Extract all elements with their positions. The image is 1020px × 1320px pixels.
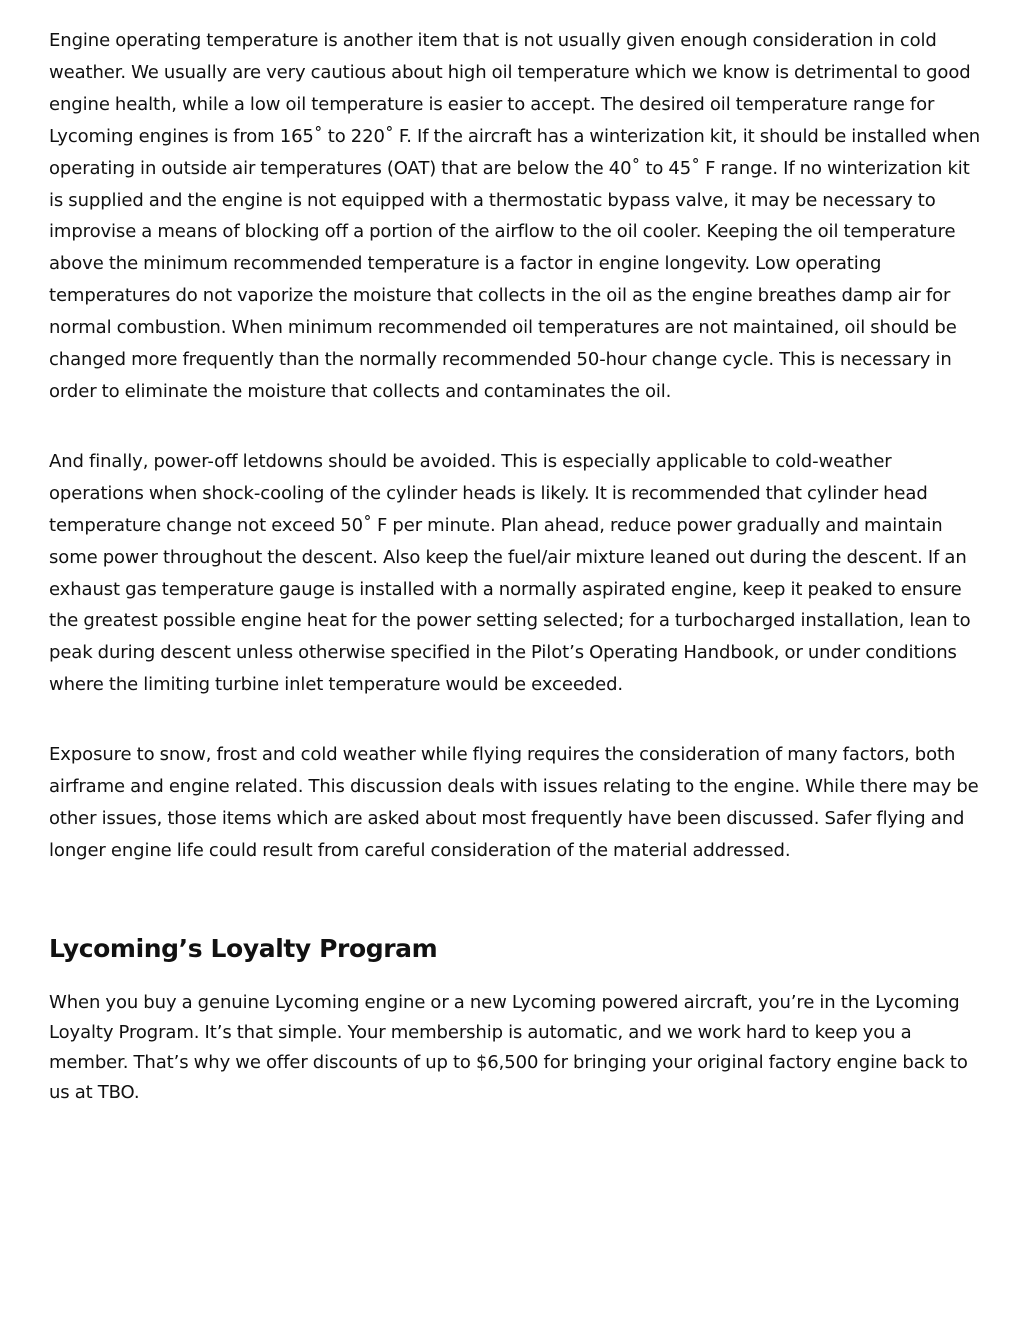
body-paragraph-conclusion: Exposure to snow, frost and cold weather while flying requires the consideration of many factors, both airframe and engine related. This discussion deals with issues relating to the engine. While there may be other issues, those items which are asked about most frequently have been discussed. Safer flying and longer engine life could result from careful consideration of the material addressed. — [49, 744, 979, 861]
section-heading-loyalty-program: Lycoming’s Loyalty Program — [49, 933, 438, 963]
body-paragraph-oil-temperature: Engine operating temperature is another item that is not usually given enough consideration in cold weather. We usually are very cautious about high oil temperature which we know is detrimental to good engine health, while a low oil temperature is easier to accept. The desired oil temperature range for Lycoming engines is from 165˚ to 220˚ F. If the aircraft has a winterization kit, it should be installed when operating in outside air temperatures (OAT) that are below the 40˚ to 45˚ F range. If no winterization kit is supplied and the engine is not equipped with a thermostatic bypass valve, it may be necessary to improvise a means of blocking off a portion of the airflow to the oil cooler. Keeping the oil temperature above the minimum recommended temperature is a factor in engine longevity. Low operating temperatures do not vaporize the moisture that collects in the oil as the engine breathes damp air for normal combustion. When minimum recommended oil temperatures are not maintained, oil should be changed more frequently than the normally recommended 50-hour change cycle. This is necessary in order to eliminate the moisture that collects and contaminates the oil. — [49, 30, 981, 402]
document-page — [49, 25, 981, 1108]
body-paragraph-power-off-letdowns: And finally, power-off letdowns should be avoided. This is especially applicable to cold-weather operations when shock-cooling of the cylinder heads is likely. It is recommended that cylinder head temperature change not exceed 50˚ F per minute. Plan ahead, reduce power gradually and maintain some power throughout the descent. Also keep the fuel/air mixture leaned out during the descent. If an exhaust gas temperature gauge is installed with a normally aspirated engine, keep it peaked to ensure the greatest possible engine heat for the power setting selected; for a turbocharged installation, lean to peak during descent unless otherwise specified in the Pilot’s Operating Handbook, or under conditions where the limiting turbine inlet temperature would be exceeded. — [49, 450, 971, 696]
body-paragraph-loyalty-program: When you buy a genuine Lycoming engine or a new Lycoming powered aircraft, you’re in the Lycoming Loyalty Program. It’s that simple. Your membership is automatic, and we work hard to keep you a member. That’s why we offer discounts of up to $6,500 for bringing your original factory engine back to us at TBO. — [49, 991, 968, 1103]
